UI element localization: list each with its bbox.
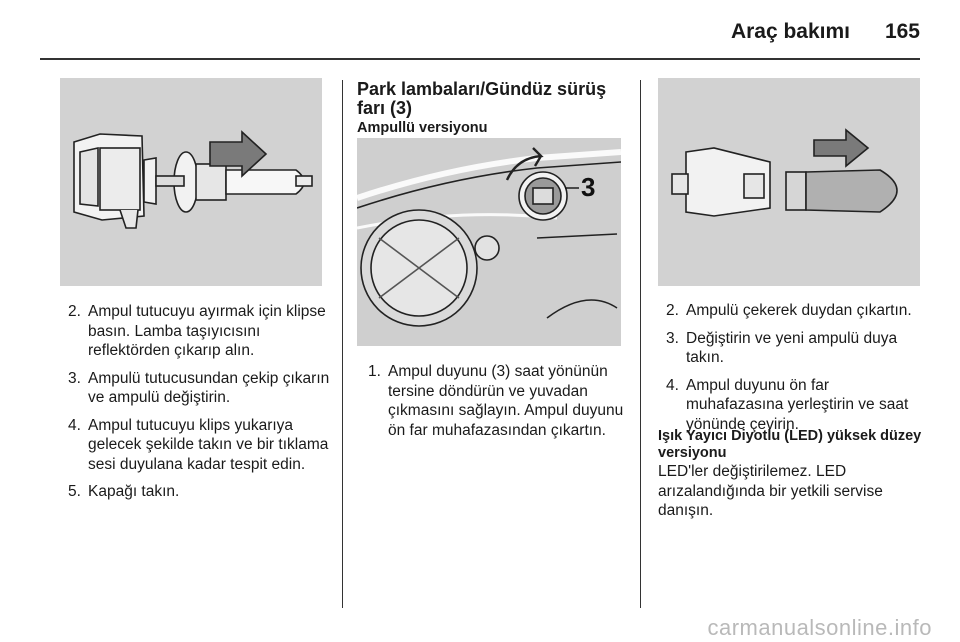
list-item — [658, 301, 928, 321]
column-divider — [640, 80, 641, 608]
list-item — [658, 329, 928, 368]
instruction-list — [60, 302, 336, 510]
bulb-holder-illustration — [60, 78, 322, 286]
step-text: Ampulü tutucusundan çekip çıkarın ve ampulü değiştirin. — [88, 369, 330, 406]
step-number: 3. — [68, 369, 81, 387]
list-item — [360, 362, 630, 440]
column-divider — [342, 80, 343, 608]
section-title: Araç bakımı — [730, 20, 850, 43]
header-rule — [40, 58, 920, 60]
step-text: Ampulü çekerek duydan çıkartın. — [686, 302, 912, 319]
list-item — [60, 302, 336, 361]
watermark: carmanualsonline.info — [707, 615, 932, 640]
instruction-list — [658, 301, 928, 442]
page-number: 165 — [884, 20, 920, 43]
section-heading: Park lambaları/Gündüz sürüş farı (3) — [357, 79, 607, 118]
list-item — [60, 482, 336, 502]
wedge-bulb-drawing — [658, 78, 920, 286]
headlamp-housing-drawing — [357, 138, 621, 346]
step-text: Ampul duyunu ön far muhafazasına yerleştirin ve saat yönünde çevirin. — [686, 376, 909, 433]
subsection-heading: Işık Yayıcı Diyotlu (LED) yüksek düzey versiyonu — [658, 428, 922, 461]
step-number: 2. — [68, 303, 81, 320]
list-item — [60, 369, 336, 408]
wedge-bulb-illustration — [658, 78, 920, 286]
page-header — [0, 14, 960, 54]
step-number: 2. — [666, 302, 679, 319]
bulb-holder-drawing — [60, 78, 322, 286]
subsection-heading: Ampullü versiyonu — [357, 120, 488, 136]
step-text: Ampul tutucuyu ayırmak için klipse basın. Lamba taşıyıcısını reflektörden çıkarıp alın. — [88, 303, 326, 359]
list-item — [60, 416, 336, 475]
step-number: 5. — [68, 483, 81, 500]
step-text: Değiştirin ve yeni ampulü duya takın. — [686, 329, 898, 366]
step-number: 4. — [666, 376, 679, 394]
headlamp-housing-illustration — [357, 138, 621, 346]
step-text: Kapağı takın. — [88, 483, 180, 500]
step-number: 1. — [368, 363, 381, 380]
list-item — [658, 376, 928, 435]
step-number: 3. — [666, 329, 679, 347]
step-text: Ampul tutucuyu klips yukarıya gelecek şekilde takın ve bir tıklama sesi duyulana kadar tespit edin. — [88, 416, 329, 473]
instruction-list — [360, 362, 630, 448]
callout-label: 3 — [581, 172, 596, 202]
step-text: Ampul duyunu (3) saat yönünün tersine döndürün ve yuvadan çıkmasını sağlayın. Ampul duyunu ön far muhafazasından çıkartın. — [388, 363, 624, 439]
step-number: 4. — [68, 416, 81, 434]
body-paragraph: LED'ler değiştirilemez. LED arızalandığında bir yetkili servise danışın. — [658, 463, 883, 519]
